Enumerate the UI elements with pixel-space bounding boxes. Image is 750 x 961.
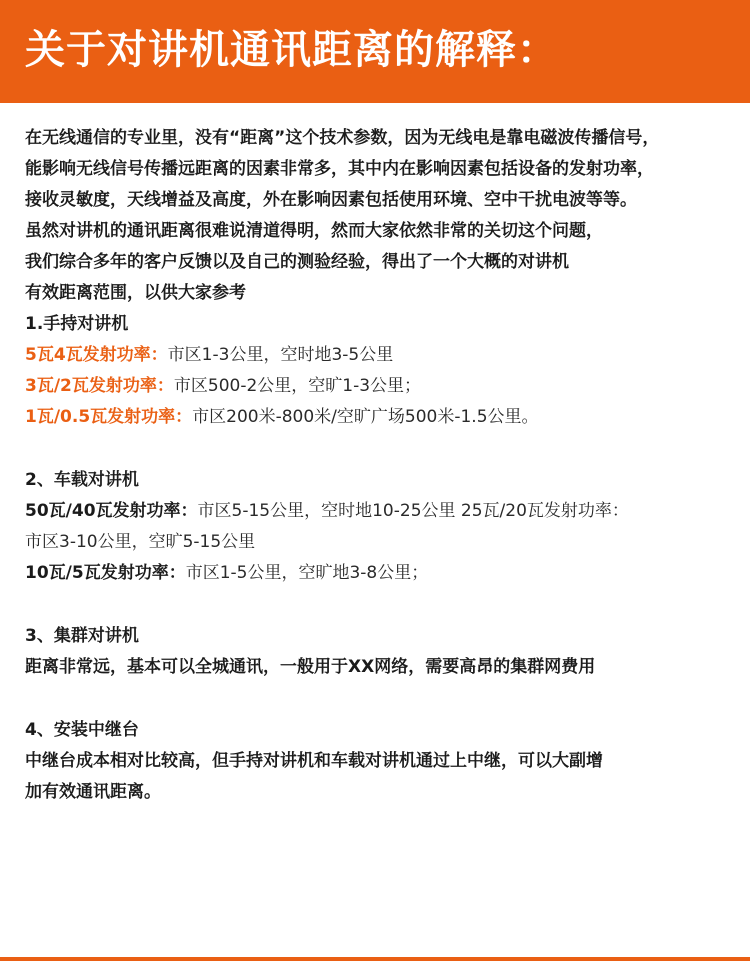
footer-divider bbox=[0, 957, 750, 961]
power-label: 5瓦4瓦发射功率： bbox=[25, 345, 168, 365]
article-body bbox=[25, 123, 740, 808]
power-label: 10瓦/5瓦发射功率： bbox=[25, 563, 186, 583]
section-heading-repeater: 4、安装中继台 bbox=[25, 720, 139, 740]
range-text: 市区200米-800米/空旷广场500米-1.5公里。 bbox=[192, 407, 539, 427]
intro-line: 在无线通信的专业里，没有“距离”这个技术参数，因为无线电是靠电磁波传播信号， bbox=[25, 128, 660, 148]
trunking-text: 距离非常远，基本可以全城通讯，一般用于XX网络，需要高昂的集群网费用 bbox=[25, 657, 596, 677]
spacer bbox=[25, 683, 740, 715]
intro-line: 接收灵敏度，天线增益及高度，外在影响因素包括使用环境、空中干扰电波等等。 bbox=[25, 190, 637, 210]
section-heading-trunking: 3、集群对讲机 bbox=[25, 626, 139, 646]
intro-line: 能影响无线信号传播远距离的因素非常多，其中内在影响因素包括设备的发射功率， bbox=[25, 159, 654, 179]
repeater-text: 加有效通讯距离。 bbox=[25, 782, 161, 802]
power-label: 1瓦/0.5瓦发射功率： bbox=[25, 407, 193, 427]
intro-line: 我们综合多年的客户反馈以及自己的测验经验，得出了一个大概的对讲机 bbox=[25, 252, 569, 272]
title-banner bbox=[0, 0, 750, 103]
spacer bbox=[25, 589, 740, 621]
spacer bbox=[25, 433, 740, 465]
repeater-text: 中继台成本相对比较高，但手持对讲机和车载对讲机通过上中继，可以大副增 bbox=[25, 751, 603, 771]
vehicle-item bbox=[25, 558, 740, 589]
range-text: 市区5-15公里，空时地10-25公里 25瓦/20瓦发射功率： bbox=[197, 501, 629, 521]
vehicle-item bbox=[25, 496, 740, 527]
range-text: 市区1-3公里，空时地3-5公里 bbox=[167, 345, 394, 365]
handheld-item bbox=[25, 371, 740, 402]
section-heading-vehicle: 2、车载对讲机 bbox=[25, 470, 139, 490]
power-label: 50瓦/40瓦发射功率： bbox=[25, 501, 198, 521]
page-title: 关于对讲机通讯距离的解释： bbox=[25, 27, 558, 73]
vehicle-item-continued: 市区3-10公里，空旷5-15公里 bbox=[25, 532, 256, 552]
handheld-item bbox=[25, 402, 740, 433]
intro-line: 有效距离范围，以供大家参考 bbox=[25, 283, 246, 303]
intro-line: 虽然对讲机的通讯距离很难说清道得明，然而大家依然非常的关切这个问题， bbox=[25, 221, 603, 241]
handheld-item bbox=[25, 340, 740, 371]
range-text: 市区500-2公里，空旷1-3公里； bbox=[173, 376, 422, 396]
power-label: 3瓦/2瓦发射功率： bbox=[25, 376, 174, 396]
section-heading-handheld: 1.手持对讲机 bbox=[25, 314, 129, 334]
range-text: 市区1-5公里，空旷地3-8公里； bbox=[185, 563, 429, 583]
